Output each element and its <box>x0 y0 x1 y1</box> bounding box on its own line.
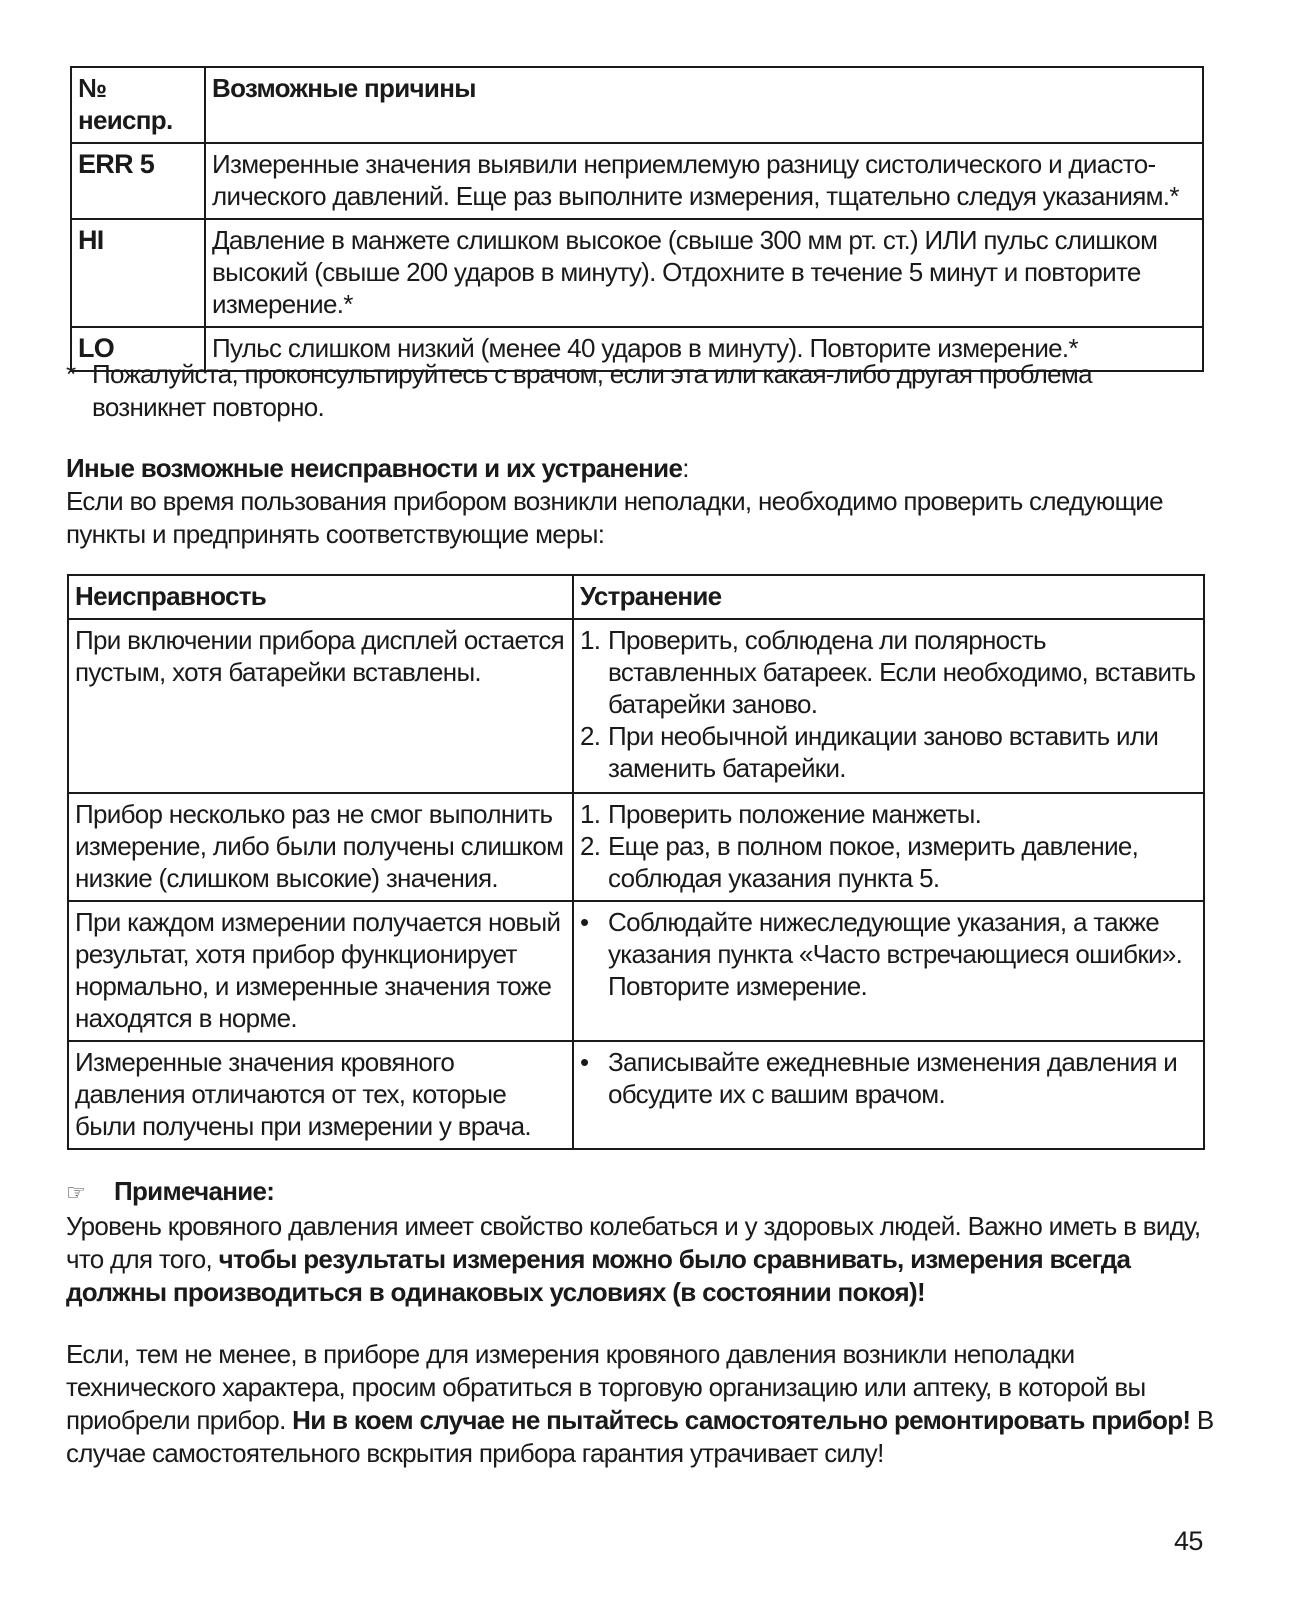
solution-cell <box>573 793 1204 901</box>
table-row <box>71 219 1203 327</box>
list-text: Записывайте ежедневные изменения давления и обсудите их с вашим врачом. <box>608 1047 1178 1109</box>
solution-list <box>580 1046 1197 1110</box>
service-tail: В случае самостоятельного вскрытия прибора гарантия утрачивает силу! <box>66 1405 1214 1468</box>
list-text: Соблюдайте нижеследующие указания, а также указания пункта «Часто встречающиеся ошибки». Повторите измерение. <box>608 907 1183 1001</box>
section-heading <box>66 452 689 484</box>
list-text: Проверить, соблюдена ли полярность вставленных батареек. Если необходимо, вставить батарейки заново. <box>608 625 1196 719</box>
section-heading-text: Иные возможные неисправности и их устранение <box>66 453 683 483</box>
footnote-mark: * <box>66 359 76 389</box>
service-text: Если, тем не менее, в приборе для измерения кровяного давления возникли неполадки технического характера, просим обратиться в торговую организацию или аптеку, в которой вы приобрели прибор. <box>66 1339 1146 1435</box>
problem-cell: При включении прибора дисплей остается пустым, хотя батарейки вставлены. <box>68 619 573 793</box>
footnote-text: Пожалуйста, проконсультируйтесь с врачом, если эта или какая-либо другая проблема возникнет повторно. <box>92 359 1092 422</box>
note-emphasis: чтобы результаты измерения можно было сравнивать, измерения всегда должны производиться в одинаковых условиях (в состоянии покоя)! <box>66 1244 1131 1307</box>
table-header-row <box>68 575 1204 619</box>
list-item <box>580 624 1197 720</box>
problem-cell: Прибор несколько раз не смог выполнить измерение, либо были получены слишком низкие (слишком высокие) значения. <box>68 793 573 901</box>
list-item <box>580 906 1197 1002</box>
service-paragraph <box>66 1338 1226 1470</box>
solution-cell <box>573 619 1204 793</box>
solution-list <box>580 906 1197 1002</box>
note-text: Уровень кровяного давления имеет свойство колебаться и у здоровых людей. Важно иметь в виду, что для того, <box>66 1211 1201 1274</box>
error-code: LO <box>71 327 205 371</box>
troubleshooting-table <box>67 574 1205 1150</box>
list-text: Еще раз, в полном покое, измерить давление, соблюдая указания пункта 5. <box>608 831 1139 893</box>
problem-cell: При каждом измерении получается новый результат, хотя прибор функционирует нормально, и измеренные значения тоже находятся в норме. <box>68 901 573 1041</box>
error-cause: Пульс слишком низкий (менее 40 ударов в минуту). Повторите измерение.* <box>205 327 1203 371</box>
table-row <box>71 143 1203 219</box>
section-intro: Если во время пользования прибором возникли неполадки, необходимо проверить следующие пункты и предпринять соответствующие меры: <box>66 486 1163 549</box>
error-cause: Измеренные значения выявили неприемлемую разницу систолического и диасто-лического давлений. Еще раз выполните измерения, тщательно следуя указаниям.* <box>205 143 1203 219</box>
solution-cell <box>573 1041 1204 1149</box>
note-paragraph <box>66 1210 1226 1309</box>
list-marker: 1. <box>580 799 601 829</box>
list-marker: 1. <box>580 625 601 655</box>
table-row <box>68 619 1204 793</box>
table-row <box>68 901 1204 1041</box>
bullet: • <box>580 1047 589 1077</box>
bullet: • <box>580 907 589 937</box>
list-text: Проверить положение манжеты. <box>608 799 982 829</box>
error-cause: Давление в манжете слишком высокое (свыше 300 мм рт. ст.) ИЛИ пульс слишком высокий (свыше 200 ударов в минуту). Отдохните в течение 5 минут и повторите измерение.* <box>205 219 1203 327</box>
solution-list <box>580 624 1197 784</box>
note-heading <box>66 1175 274 1209</box>
section-heading-colon: : <box>682 453 689 483</box>
list-marker: 2. <box>580 831 601 861</box>
table-row <box>68 793 1204 901</box>
table-header-row <box>71 67 1203 143</box>
list-item <box>580 798 1197 830</box>
solution-cell <box>573 901 1204 1041</box>
page-number: 45 <box>1174 1526 1203 1556</box>
pointing-hand-icon: ☞ <box>66 1180 86 1205</box>
list-item <box>580 720 1197 784</box>
note-title: Примечание: <box>114 1176 275 1206</box>
problem-cell: Измеренные значения кровяного давления отличаются от тех, которые были получены при измерении у врача. <box>68 1041 573 1149</box>
list-marker: 2. <box>580 721 601 751</box>
error-code: HI <box>71 219 205 327</box>
footnote <box>66 358 1206 424</box>
error-code: ERR 5 <box>71 143 205 219</box>
column-header-code: № неиспр. <box>71 67 205 143</box>
service-warning: Ни в коем случае не пытайтесь самостоятельно ремонтировать прибор! <box>292 1405 1191 1435</box>
list-item <box>580 1046 1197 1110</box>
solution-list <box>580 798 1197 894</box>
table-row <box>68 1041 1204 1149</box>
error-codes-table <box>70 66 1204 372</box>
list-item <box>580 830 1197 894</box>
column-header-causes: Возможные причины <box>205 67 1203 143</box>
column-header-solution: Устранение <box>573 575 1204 619</box>
column-header-problem: Неисправность <box>68 575 573 619</box>
list-text: При необычной индикации заново вставить или заменить батарейки. <box>608 721 1159 783</box>
